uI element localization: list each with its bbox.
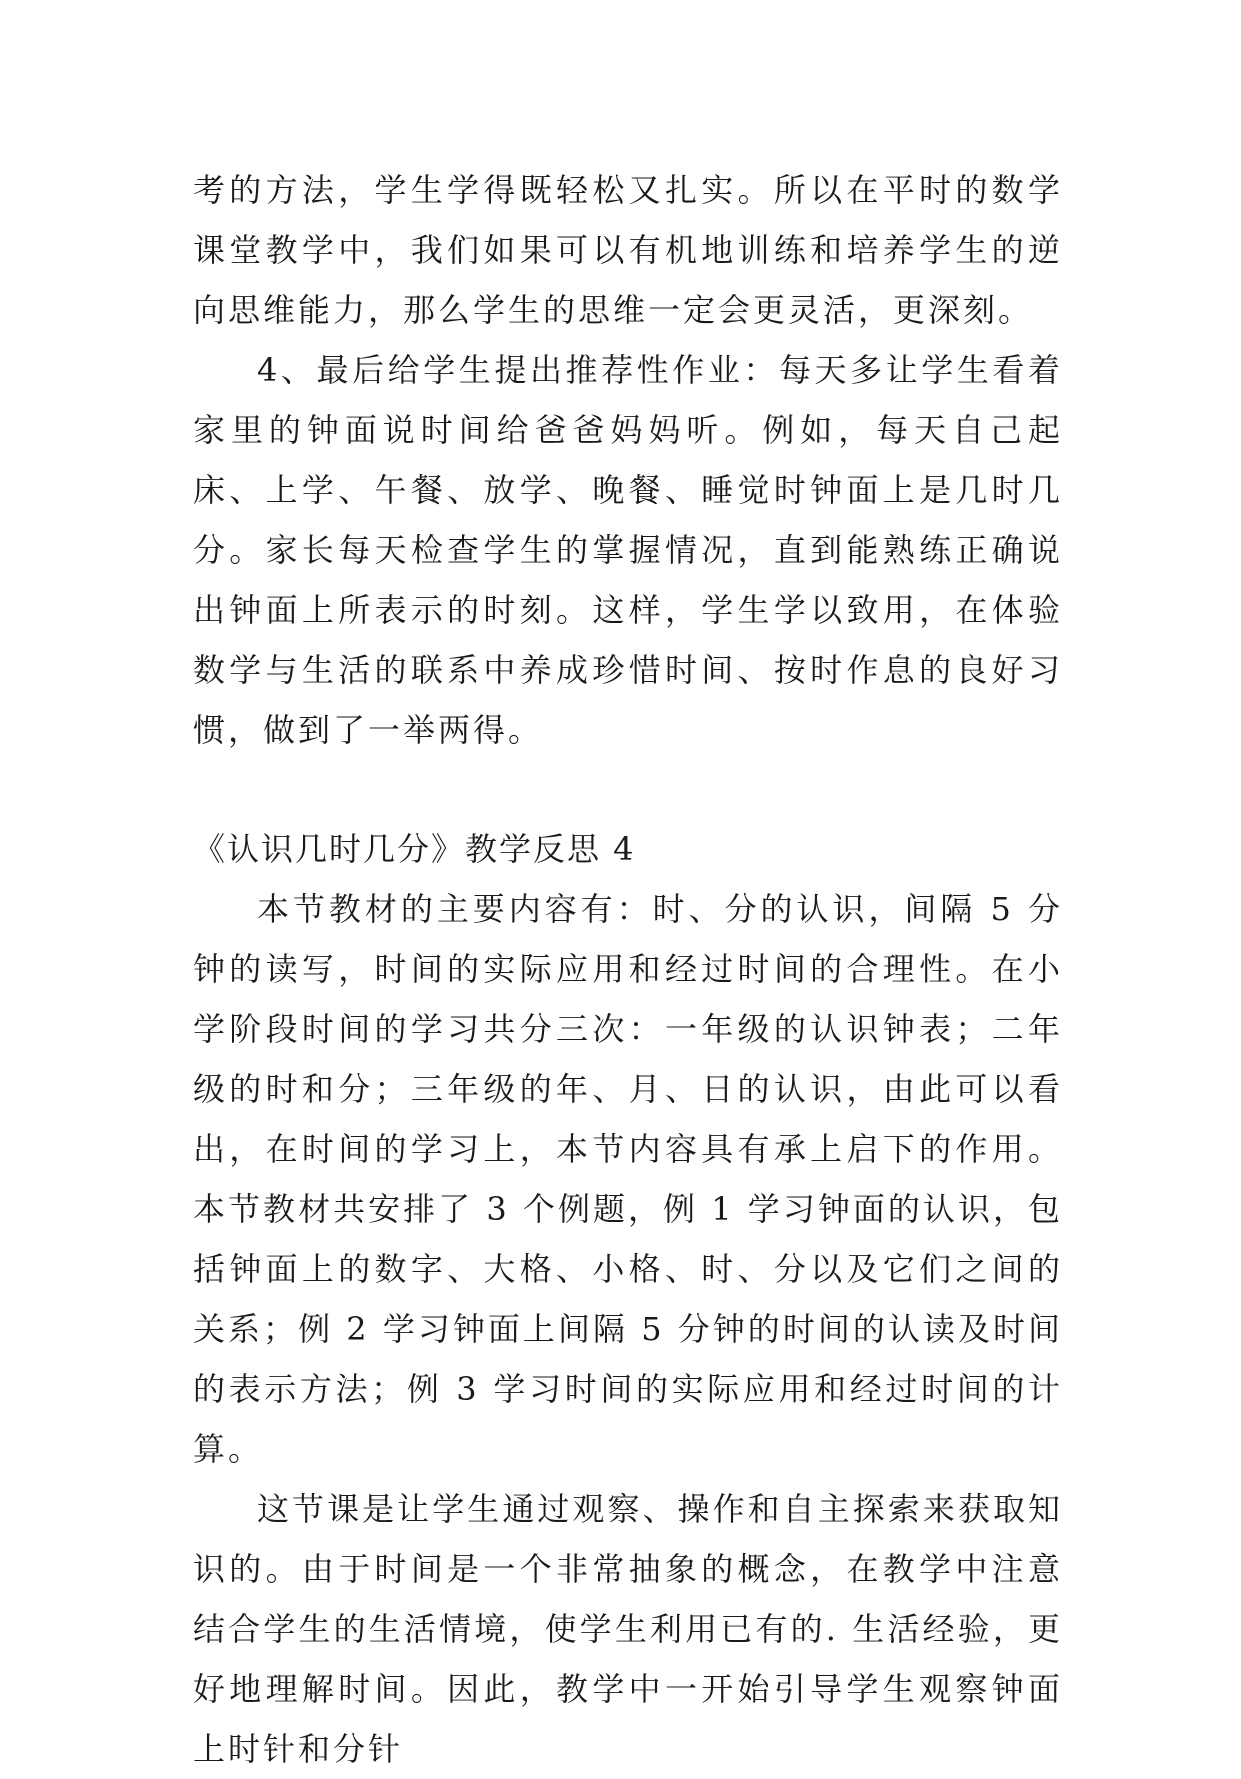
paragraph-lesson-approach: 这节课是让学生通过观察、操作和自主探索来获取知识的。由于时间是一个非常抽象的概念，在教学中注意结合学生的生活情境，使学生利用已有的. 生活经验，更好地理解时间。因此，教学中一开始引导学生观察钟面上时针和分针	[193, 1490, 1063, 1768]
document-page	[193, 160, 1063, 1779]
paragraph-content-overview: 本节教材的主要内容有：时、分的认识，间隔 5 分钟的读写，时间的实际应用和经过时间的合理性。在小学阶段时间的学习共分三次：一年级的认识钟表；二年级的时和分；三年级的年、月、日的认识，由此可以看出，在时间的学习上，本节内容具有承上启下的作用。本节教材共安排了 3 个例题，例 1 学习钟面的认识，包括钟面上的数字、大格、小格、时、分以及它们之间的关系；例 2 学习钟面上间隔 5 分钟的时间的认读及时间的表示方法；例 3 学习时间的实际应用和经过时间的计算。	[193, 890, 1063, 1468]
section-heading: 《认识几时几分》教学反思 4	[193, 830, 636, 868]
paragraph-homework-recommendation: 4、最后给学生提出推荐性作业：每天多让学生看着家里的钟面说时间给爸爸妈妈听。例如，每天自己起床、上学、午餐、放学、晚餐、睡觉时钟面上是几时几分。家长每天检查学生的掌握情况，直到能熟练正确说出钟面上所表示的时刻。这样，学生学以致用，在体验数学与生活的联系中养成珍惜时间、按时作息的良好习惯，做到了一举两得。	[193, 351, 1063, 749]
paragraph-continuation: 考的方法，学生学得既轻松又扎实。所以在平时的数学课堂教学中，我们如果可以有机地训练和培养学生的逆向思维能力，那么学生的思维一定会更灵活，更深刻。	[193, 171, 1063, 329]
